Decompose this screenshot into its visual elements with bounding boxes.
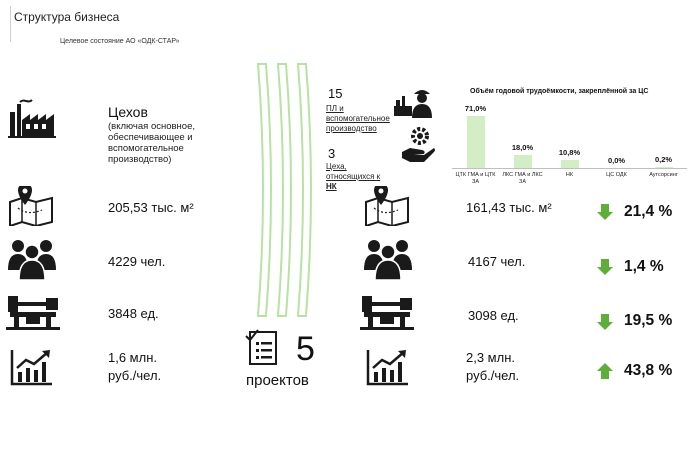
arrow-down-icon: [596, 258, 614, 276]
chart-bar: [514, 155, 532, 168]
nk-description-prefix: Цеха, относящихся к: [326, 162, 381, 181]
chart-data-label: 18,0%: [511, 142, 534, 152]
arrow-up-icon: [596, 362, 614, 380]
projects-label: проектов: [246, 372, 309, 389]
checklist-icon: [244, 326, 280, 366]
map-pin-icon: [8, 186, 54, 226]
chart-category-label: ЦТК ГМА и ЦТК ЗА: [455, 172, 496, 185]
pl-description: ПЛ и вспомогательное производство: [326, 104, 390, 133]
equipment-change-value: 19,5 %: [624, 312, 673, 329]
people-group-icon-right: [362, 236, 414, 280]
machine-tool-icon-right: [360, 294, 414, 330]
area-change-value: 21,4 %: [624, 203, 673, 220]
chart-category-label: Аутсорсинг: [649, 172, 678, 178]
chart-data-label: 0,0%: [607, 156, 626, 165]
right-productivity-line2: руб./чел.: [466, 368, 520, 383]
arrow-down-icon: [596, 203, 614, 221]
left-equipment-value: 3848 ед.: [108, 306, 159, 321]
growth-chart-icon: [10, 348, 54, 386]
productivity-change-value: 43,8 %: [624, 362, 673, 379]
trudoemkost-bar-chart: [452, 98, 697, 188]
chart-data-label: 71,0%: [464, 104, 487, 113]
chart-bar: [655, 167, 673, 168]
right-productivity-line1: 2,3 млн.: [466, 350, 515, 365]
chart-baseline: [452, 168, 687, 169]
worker-icon: [394, 86, 438, 118]
left-area-value: 205,53 тыс. м²: [108, 200, 194, 215]
page-title: Структура бизнеса: [14, 10, 120, 24]
growth-chart-icon-right: [366, 348, 410, 386]
machine-tool-icon: [6, 294, 60, 330]
page-subtitle: Целевое состояние АО «ОДК-СТАР»: [60, 38, 180, 45]
header-divider: [10, 6, 11, 42]
factory-icon: [8, 98, 56, 138]
right-equipment-value: 3098 ед.: [468, 308, 519, 323]
transition-chevrons: [252, 62, 322, 323]
workshops-description: (включая основное, обеспечивающее и вспомогательное производство): [108, 121, 196, 165]
people-change-value: 1,4 %: [624, 258, 664, 275]
nk-description-bold: НК: [326, 182, 337, 191]
chart-bar: [467, 116, 485, 168]
chart-category-label: ЛКС ГМА и ЛКС ЗА: [502, 172, 543, 185]
projects-count: 5: [296, 330, 315, 368]
right-people-value: 4167 чел.: [468, 254, 526, 269]
chart-title: Объём годовой трудоёмкости, закреплённой за ЦС: [470, 88, 649, 95]
chart-category-label: ЦС ОДК: [606, 172, 627, 178]
arrow-down-icon: [596, 313, 614, 331]
left-productivity-line2: руб./чел.: [108, 368, 162, 383]
right-area-value: 161,43 тыс. м²: [466, 200, 552, 215]
nk-count: 3: [328, 146, 336, 161]
chart-bar: [561, 160, 579, 168]
chart-data-label: 10,8%: [558, 148, 581, 158]
left-people-value: 4229 чел.: [108, 254, 166, 269]
workshops-title: Цехов: [108, 104, 148, 120]
chart-data-label: 0,2%: [654, 155, 673, 164]
left-productivity-line1: 1,6 млн.: [108, 350, 157, 365]
chart-category-label: НК: [565, 172, 574, 178]
people-group-icon: [6, 236, 58, 280]
gear-hand-icon: [400, 124, 436, 164]
pl-count: 15: [328, 86, 343, 101]
map-pin-icon-right: [364, 186, 410, 226]
